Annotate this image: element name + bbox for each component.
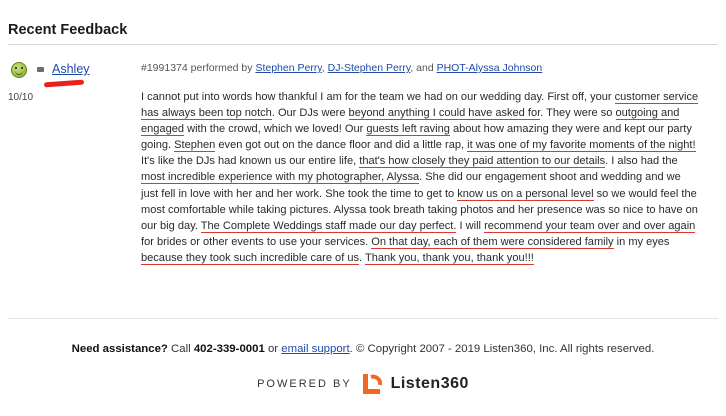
- review-text-segment: for brides or other events to use your services.: [141, 235, 372, 248]
- review-text-segment: I will: [456, 219, 485, 232]
- phone-number: 402-339-0001: [193, 343, 265, 355]
- performer-link-stephen[interactable]: Stephen Perry: [255, 62, 322, 74]
- highlighted-phrase: it was one of my favorite moments of the night!: [467, 139, 696, 152]
- review-meta: [141, 62, 542, 74]
- highlighted-phrase: recommend your team over and over again: [484, 219, 696, 232]
- highlighted-phrase: customer service has always been top notch: [141, 91, 699, 120]
- review-text-segment: . Our DJs were: [271, 107, 349, 120]
- highlighted-phrase: know us on a personal level: [457, 187, 594, 200]
- highlighted-phrase: Thank you, thank you, thank you!!!: [364, 251, 534, 264]
- call-text: Call: [167, 343, 194, 355]
- highlighted-phrase: guests left raving: [366, 123, 450, 136]
- review-text-segment: with the crowd, which we loved! Our: [184, 123, 367, 136]
- review-text-segment: I cannot put into words how thankful I am for the team we had on our wedding day. First off, your: [141, 91, 615, 103]
- powered-by-logo[interactable]: [0, 373, 726, 395]
- review-text-segment: . I also had the: [605, 155, 678, 168]
- review-body: [141, 89, 701, 266]
- review-text-segment: even got out on the dance floor and did a little rap,: [215, 139, 468, 152]
- listen360-brand: Listen360: [390, 375, 469, 392]
- highlighted-phrase: because they took such incredible care of us: [141, 251, 359, 264]
- smiley-avatar-icon: [11, 62, 27, 78]
- highlighted-phrase: Stephen: [174, 139, 216, 152]
- performer-link-alyssa[interactable]: PHOT-Alyssa Johnson: [436, 62, 543, 74]
- review-text-segment: It's like the DJs had known us our entire life,: [141, 155, 360, 168]
- listen360-logo-icon: [362, 373, 382, 395]
- review-text-segment: so we would feel the most comfortable while taking pictures. Alyssa took breath taking photos and her presence was so nice to have on our big day.: [141, 187, 698, 232]
- performed-by-label: performed by: [190, 62, 253, 74]
- need-assistance-label: Need assistance?: [71, 343, 168, 355]
- highlighted-phrase: beyond anything I could have asked for: [348, 107, 541, 120]
- highlighted-phrase: outgoing and engaged: [141, 107, 680, 136]
- highlighted-phrase: The Complete Weddings staff made our day perfect.: [200, 219, 457, 232]
- performer-separator: ,: [321, 62, 328, 74]
- review-id: #1991374: [141, 62, 188, 74]
- performer-link-dj-stephen[interactable]: DJ-Stephen Perry: [327, 62, 411, 74]
- copyright-text: . © Copyright 2007 - 2019 Listen360, Inc. All rights reserved.: [349, 343, 655, 355]
- email-support-link[interactable]: email support: [281, 343, 350, 355]
- envelope-icon[interactable]: [37, 67, 44, 72]
- title-divider: [8, 44, 718, 45]
- review-score: 10/10: [8, 92, 34, 103]
- or-text: or: [264, 343, 282, 355]
- redaction-mark: [44, 80, 84, 88]
- powered-by-label: POWERED BY: [257, 378, 352, 390]
- highlighted-phrase: most incredible experience with my photographer, Alyssa: [141, 171, 420, 184]
- assistance-line: [0, 343, 726, 355]
- review-text-segment: . She did our engagement shoot and wedding and we just fell in love with her and her work. She took the time to get to: [141, 171, 681, 200]
- section-title: Recent Feedback: [8, 22, 128, 38]
- performer-separator-and: , and: [410, 62, 437, 74]
- highlighted-phrase: that's how closely they paid attention to our details: [359, 155, 606, 168]
- highlighted-phrase: On that day, each of them were considered family: [371, 235, 614, 248]
- review-text-segment: about how amazing they were and kept our party going.: [141, 123, 692, 152]
- review-text-segment: . They were so: [540, 107, 616, 120]
- author-link[interactable]: Ashley: [52, 62, 90, 76]
- review-text-segment: .: [359, 251, 365, 264]
- review-text-segment: in my eyes: [613, 235, 670, 248]
- footer-divider: [8, 318, 718, 319]
